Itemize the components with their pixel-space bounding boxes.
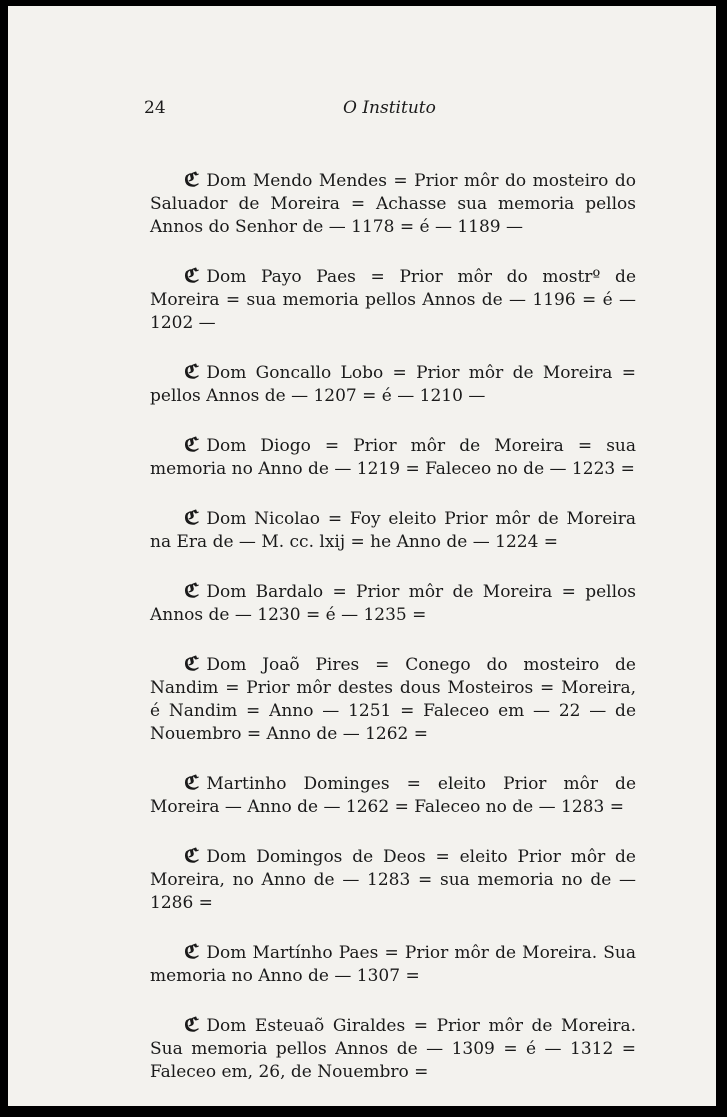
entry-text: Dom Bardalo = Prior môr de Moreira = pellos Annos de — 1230 = é — 1235 =	[150, 582, 636, 625]
page-header	[8, 98, 716, 122]
list-item	[150, 845, 636, 915]
list-item	[150, 580, 636, 627]
entry-text: Dom Goncallo Lobo = Prior môr de Moreira = pellos Annos de — 1207 = é — 1210 —	[150, 363, 636, 406]
list-item	[150, 1014, 636, 1084]
paragraph-mark-icon: ℭ	[183, 772, 200, 794]
running-title: O Instituto	[343, 98, 436, 118]
paragraph-mark-icon: ℭ	[183, 580, 200, 602]
list-item	[150, 941, 636, 988]
entry-text: Dom Diogo = Prior môr de Moreira = sua memoria no Anno de — 1219 = Faleceo no de — 1223 =	[150, 436, 636, 479]
entry-text: Dom Nicolao = Foy eleito Prior môr de Moreira na Era de — M. cc. lxij = he Anno de — 1224 =	[150, 509, 636, 552]
list-item	[150, 169, 636, 239]
list-item	[150, 434, 636, 481]
paragraph-mark-icon: ℭ	[183, 653, 200, 675]
paragraph-mark-icon: ℭ	[183, 1014, 200, 1036]
paragraph-mark-icon: ℭ	[183, 507, 200, 529]
page-number: 24	[144, 98, 166, 118]
paragraph-mark-icon: ℭ	[183, 361, 200, 383]
list-item	[150, 361, 636, 408]
prior-list	[150, 169, 636, 1106]
list-item	[150, 653, 636, 746]
book-page	[8, 6, 716, 1106]
list-item	[150, 772, 636, 819]
list-item	[150, 265, 636, 335]
paragraph-mark-icon: ℭ	[183, 434, 200, 456]
entry-text: Dom Joaõ Pires = Conego do mosteiro de Nandim = Prior môr destes dous Mosteiros = Moreira, é Nandim = Anno — 1251 = Faleceo em — 22 — de Nouembro = Anno de — 1262 =	[150, 655, 636, 744]
paragraph-mark-icon: ℭ	[183, 265, 200, 287]
paragraph-mark-icon: ℭ	[183, 845, 200, 867]
entry-text: Dom Esteuaõ Giraldes = Prior môr de Moreira. Sua memoria pellos Annos de — 1309 = é — 1312 = Faleceo em, 26, de Nouembro =	[150, 1016, 636, 1082]
paragraph-mark-icon: ℭ	[183, 941, 200, 963]
entry-text: Dom Domingos de Deos = eleito Prior môr de Moreira, no Anno de — 1283 = sua memoria no de — 1286 =	[150, 847, 636, 913]
entry-text: Dom Mendo Mendes = Prior môr do mosteiro do Saluador de Moreira = Achasse sua memoria pellos Annos do Senhor de — 1178 = é — 1189 —	[150, 171, 636, 237]
entry-text: Dom Martínho Paes = Prior môr de Moreira. Sua memoria no Anno de — 1307 =	[150, 943, 636, 986]
paragraph-mark-icon: ℭ	[183, 169, 200, 191]
list-item	[150, 507, 636, 554]
entry-text: Dom Payo Paes = Prior môr do mostrº de Moreira = sua memoria pellos Annos de — 1196 = é — 1202 —	[150, 267, 636, 333]
entry-text: Martinho Dominges = eleito Prior môr de Moreira — Anno de — 1262 = Faleceo no de — 1283 =	[150, 774, 636, 817]
